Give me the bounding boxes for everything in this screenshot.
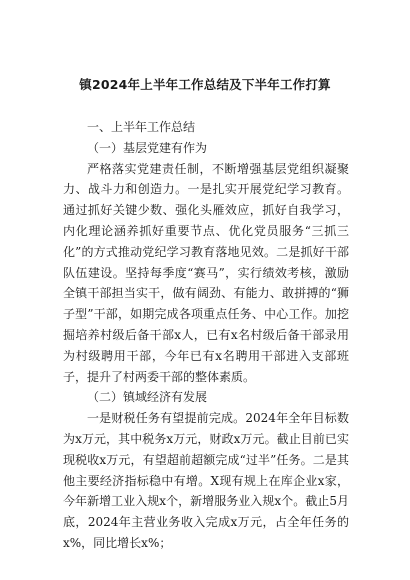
subsection-heading-2: （二）镇域经济有发展: [87, 390, 208, 405]
section-heading-1: 一、上半年工作总结: [87, 120, 196, 134]
subsection-heading-1: （一）基层党建有作为: [87, 140, 208, 155]
document-title: 镇2024年上半年工作总结及下半年工作打算: [79, 77, 331, 92]
document-body: [63, 117, 349, 554]
paragraph-economy: 一是财税任务有望提前完成。2024年全年目标数为x万元，其中税务x万元，财政x万元。截止目前已实现税收x万元，有望超前超额完成“过半”任务。二是其他主要经济指标稳中有增。X现有规上在库企业x家，今年新增工业入规x个，新增服务业入规x个。截止5月底，2024年主营业务收入完成x万元，占全年任务的x%，同比增长x%；: [63, 411, 349, 550]
paragraph-party-building: 严格落实党建责任制，不断增强基层党组织凝聚力、战斗力和创造力。一是扎实开展党纪学习教育。通过抓好关键少数、强化头雁效应，抓好自我学习，内化理论涵养抓好重要节点、优化党员服务“三抓三化”的方式推动党纪学习教育落地见效。二是抓好干部队伍建设。坚持每季度“赛马”，实行绩效考核，激励全镇干部担当实干，做有阔劲、有能力、敢拼搏的“狮子型”干部，如期完成各项重点任务、中心工作。加挖掘培养村级后备干部x人，已有x名村级后备干部录用为村级聘用干部，今年已有x名聘用干部进入支部班子，提升了村两委干部的整体素质。: [63, 161, 349, 384]
